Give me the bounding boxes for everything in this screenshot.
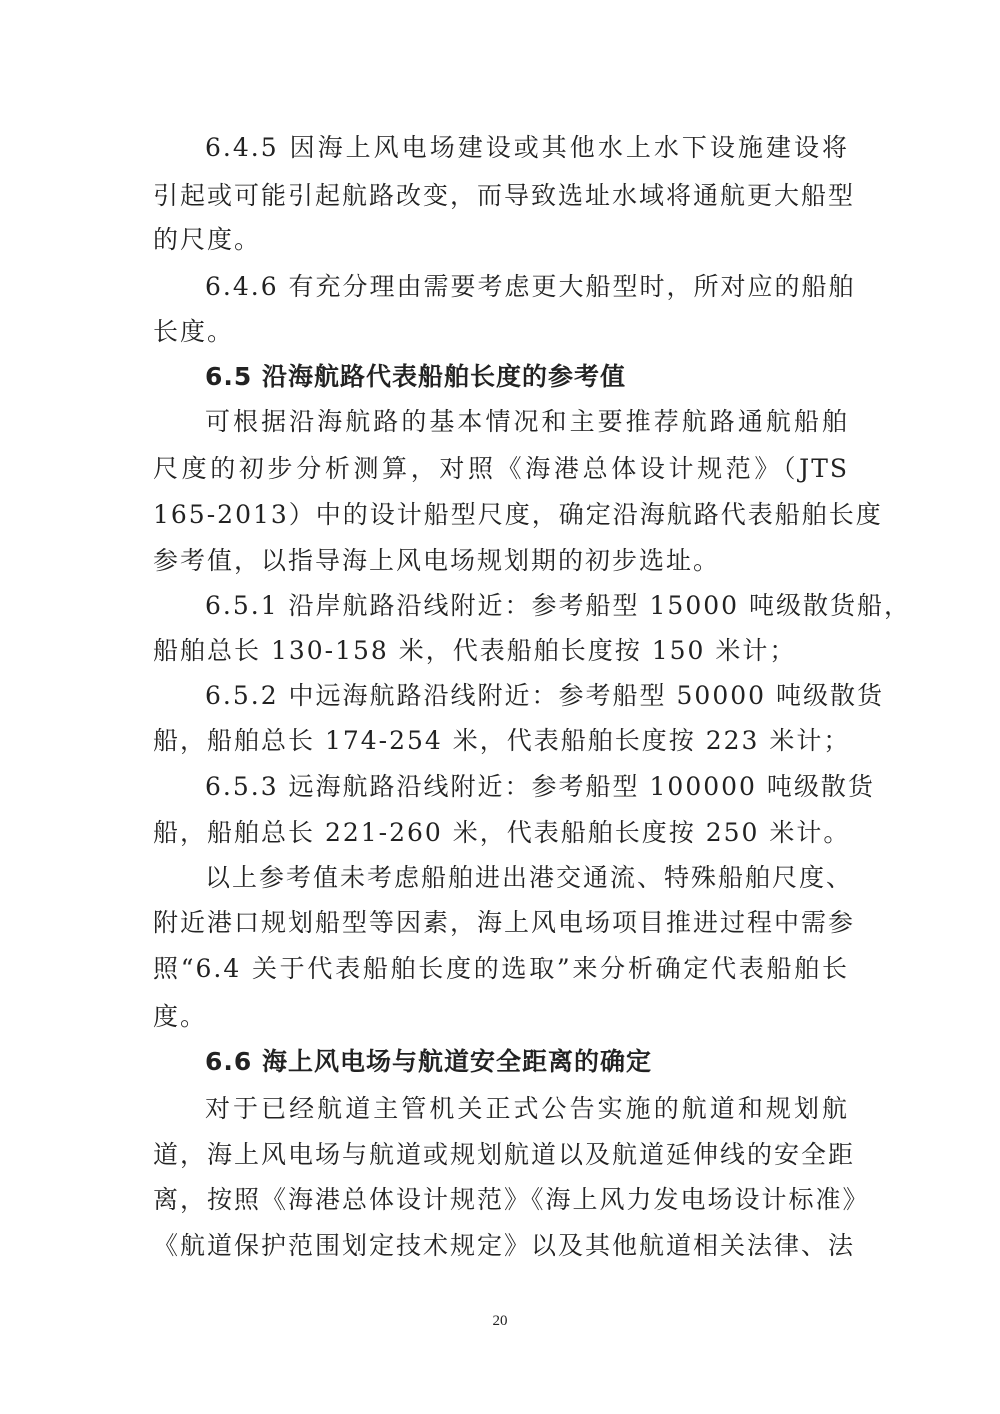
- clause-6-4-6-line-1: 6.4.6 有充分理由需要考虑更大船型时，所对应的船舶: [205, 272, 856, 301]
- clause-6-5-3-line-1: 6.5.3 远海航路沿线附近：参考船型 100000 吨级散货: [205, 772, 875, 801]
- clause-6-4-5-line-3: 的尺度。: [153, 225, 262, 254]
- clause-6-5-3-line-2: 船，船舶总长 221-260 米，代表船舶长度按 250 米计。: [153, 818, 851, 847]
- clause-6-5-2-line-1: 6.5.2 中远海航路沿线附近：参考船型 50000 吨级散货: [205, 681, 884, 710]
- clause-6-5-1-line-1: 6.5.1 沿岸航路沿线附近：参考船型 15000 吨级散货船，: [205, 591, 911, 620]
- section-6-6-heading: 6.6 海上风电场与航道安全距离的确定: [205, 1047, 652, 1076]
- section-6-5-paragraph-line-1: 可根据沿海航路的基本情况和主要推荐航路通航船舶: [205, 407, 849, 436]
- section-6-5-paragraph-line-2: 尺度的初步分析测算，对照《海港总体设计规范》（JTS: [153, 454, 849, 483]
- clause-6-4-5-line-1: 6.4.5 因海上风电场建设或其他水上水下设施建设将: [205, 133, 849, 162]
- clause-6-4-6-line-2: 长度。: [153, 317, 235, 346]
- section-6-6-paragraph-line-1: 对于已经航道主管机关正式公告实施的航道和规划航: [205, 1094, 849, 1123]
- section-6-6-paragraph-line-2: 道，海上风电场与航道或规划航道以及航道延伸线的安全距: [153, 1140, 856, 1169]
- section-6-5-paragraph-line-4: 参考值，以指导海上风电场规划期的初步选址。: [153, 546, 721, 575]
- note-paragraph-line-2: 附近港口规划船型等因素，海上风电场项目推进过程中需参: [153, 908, 856, 937]
- note-paragraph-line-1: 以上参考值未考虑船舶进出港交通流、特殊船舶尺度、: [205, 863, 854, 892]
- section-6-6-paragraph-line-4: 《航道保护范围划定技术规定》以及其他航道相关法律、法: [153, 1231, 856, 1260]
- clause-6-4-5-line-2: 引起或可能引起航路改变，而导致选址水域将通航更大船型: [153, 181, 856, 210]
- note-paragraph-line-3: 照“6.4 关于代表船舶长度的选取”来分析确定代表船舶长: [153, 954, 849, 983]
- section-6-5-paragraph-line-3: 165-2013）中的设计船型尺度，确定沿海航路代表船舶长度: [153, 500, 883, 529]
- section-6-6-paragraph-line-3: 离，按照《海港总体设计规范》《海上风力发电场设计标准》: [153, 1185, 870, 1214]
- note-paragraph-line-4: 度。: [153, 1002, 208, 1031]
- clause-6-5-2-line-2: 船，船舶总长 174-254 米，代表船舶长度按 223 米计；: [153, 726, 851, 755]
- page-number: 20: [492, 1313, 508, 1329]
- clause-6-5-1-line-2: 船舶总长 130-158 米，代表船舶长度按 150 米计；: [153, 636, 797, 665]
- section-6-5-heading: 6.5 沿海航路代表船舶长度的参考值: [205, 362, 626, 391]
